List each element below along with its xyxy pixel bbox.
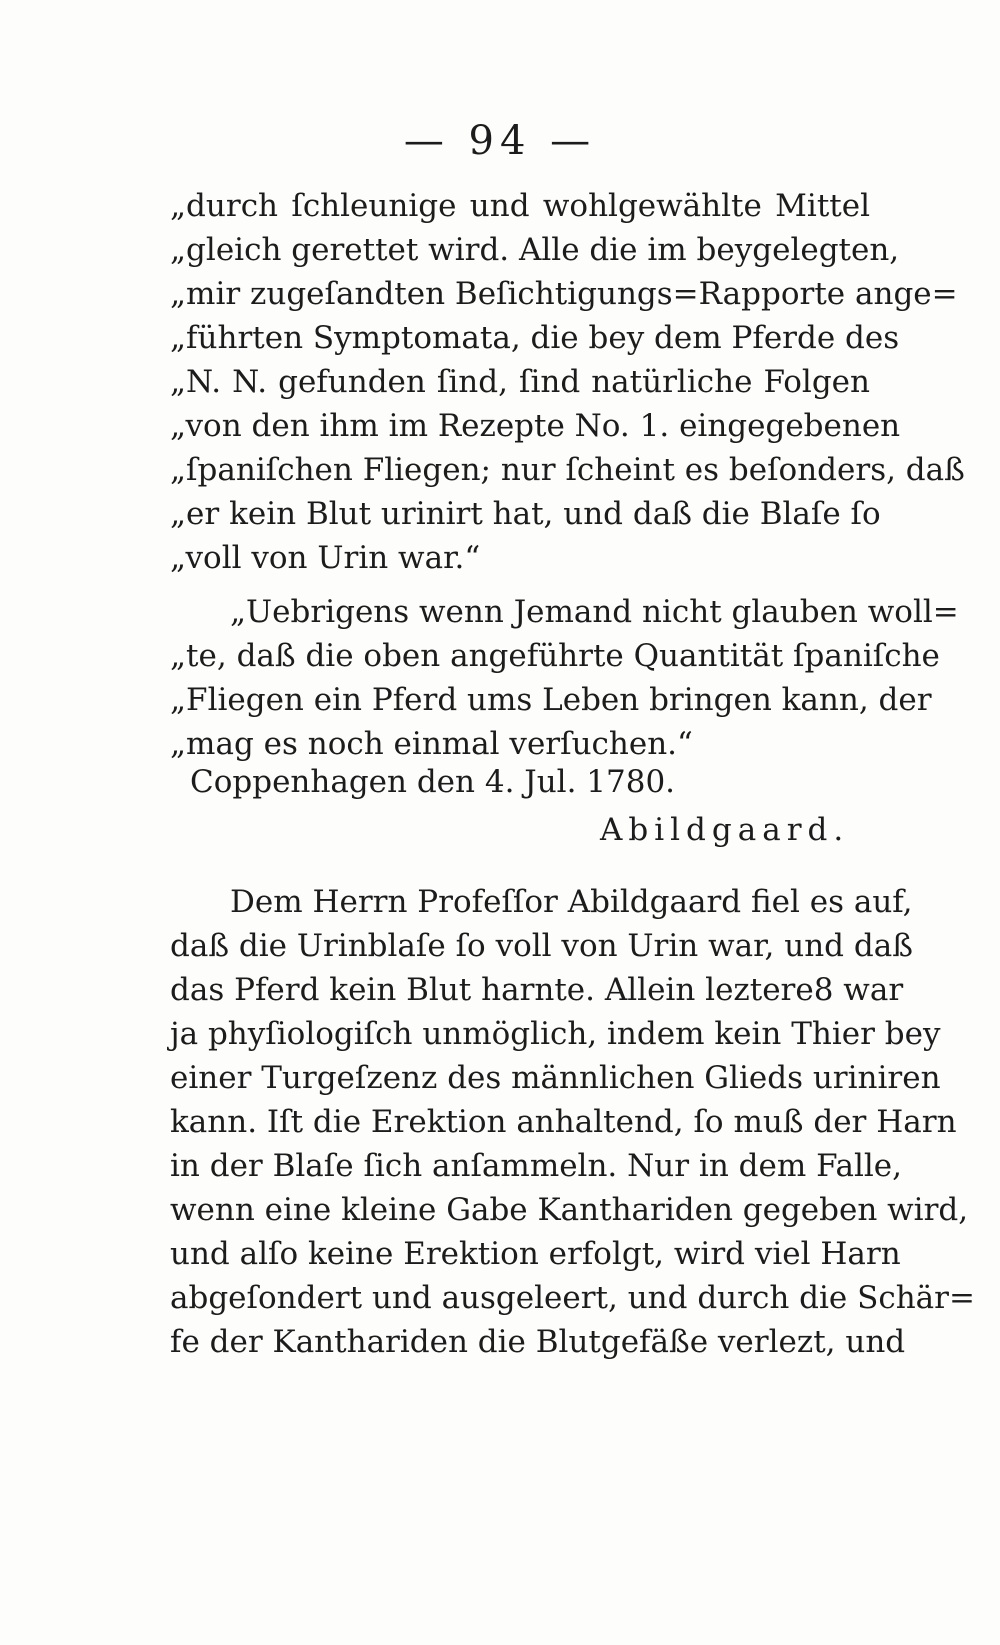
body-line: das Pferd kein Blut harnte. Allein leztere8 war: [170, 972, 904, 1008]
body-line: daß die Urinblaſe ſo voll von Urin war, und daß: [170, 928, 913, 964]
body-line: abgeſondert und ausgeleert, und durch die Schär=: [170, 1280, 975, 1316]
letter-line: „N. N. gefunden ſind, ſind natürliche Folgen: [170, 364, 870, 400]
letter-line: „mir zugeſandten Beſichtigungs=Rapporte ange=: [170, 276, 958, 312]
letter-line: „te, daß die oben angeführte Quantität ſpaniſche: [170, 638, 940, 674]
letter-line: „Fliegen ein Pferd ums Leben bringen kann, der: [170, 682, 932, 718]
letter-line: „er kein Blut urinirt hat, und daß die Blaſe ſo: [170, 496, 881, 532]
body-line: Dem Herrn Profeſſor Abildgaard fiel es auf,: [230, 884, 913, 920]
body-line: kann. Iſt die Erektion anhaltend, ſo muß der Harn: [170, 1104, 957, 1140]
body-line: ja phyſiologiſch unmöglich, indem kein Thier bey: [170, 1016, 941, 1052]
letter-line: „durch ſchleunige und wohlgewählte Mittel: [170, 188, 870, 224]
page-number: — 94 —: [403, 118, 597, 164]
letter-line: „von den ihm im Rezepte No. 1. eingegebenen: [170, 408, 901, 444]
place-date: Coppenhagen den 4. Jul. 1780.: [190, 764, 676, 800]
letter-line: „führten Symptomata, die bey dem Pferde des: [170, 320, 900, 356]
body-line: fe der Kanthariden die Blutgefäße verlezt, und: [170, 1324, 906, 1360]
letter-line: „gleich gerettet wird. Alle die im beygelegten,: [170, 232, 900, 268]
letter-line: „Uebrigens wenn Jemand nicht glauben woll=: [230, 594, 959, 630]
letter-line: „mag es noch einmal verſuchen.“: [170, 726, 693, 762]
signature: Abildgaard.: [600, 812, 850, 848]
letter-line: „ſpaniſchen Fliegen; nur ſcheint es beſonders, daß: [170, 452, 965, 488]
body-line: wenn eine kleine Gabe Kanthariden gegeben wird,: [170, 1192, 969, 1228]
letter-line: „voll von Urin war.“: [170, 540, 481, 576]
body-line: in der Blaſe ſich anſammeln. Nur in dem Falle,: [170, 1148, 902, 1184]
body-line: und alſo keine Erektion erfolgt, wird viel Harn: [170, 1236, 901, 1272]
body-line: einer Turgeſzenz des männlichen Glieds uriniren: [170, 1060, 941, 1096]
